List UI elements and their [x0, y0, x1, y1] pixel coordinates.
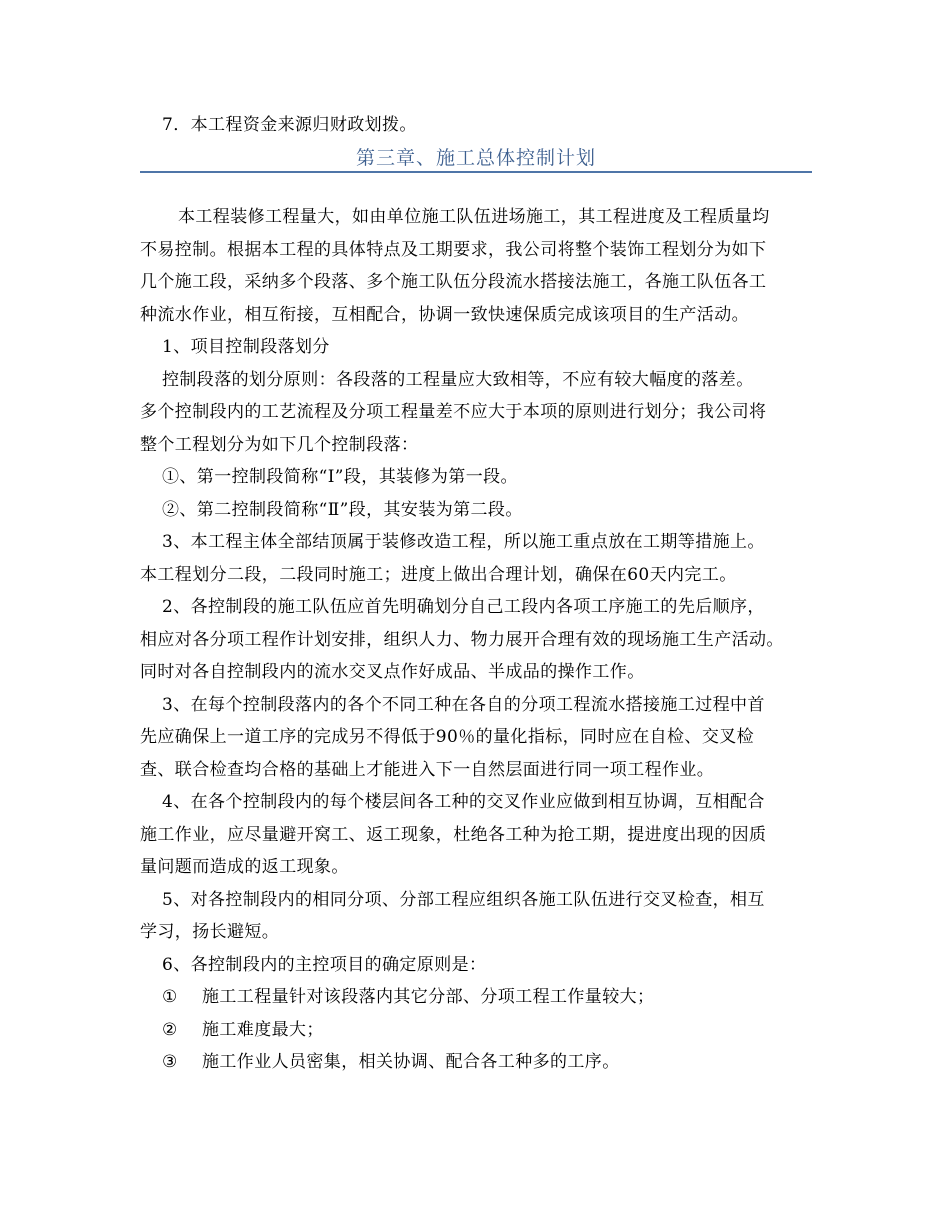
point-3-line: 3、本工程主体全部结顶属于装修改造工程，所以施工重点放在工期等措施上。 — [162, 532, 765, 552]
point-2-line: 同时对各自控制段内的流水交叉点作好成品、半成品的操作工作。 — [140, 662, 645, 682]
point-5-line: 学习，扬长避短。 — [140, 922, 280, 942]
criteria-marker: ① — [162, 987, 178, 1007]
chapter-title: 第三章、施工总体控制计划 — [355, 147, 596, 169]
criteria-text: 施工工程量针对该段落内其它分部、分项工程工作量较大； — [202, 987, 655, 1007]
point-4-line: 量问题而造成的返工现象。 — [140, 857, 349, 877]
criteria-item — [162, 987, 834, 1007]
criteria-text: 施工作业人员密集，相关协调、配合各工种多的工序。 — [202, 1052, 620, 1072]
principle-line: 整个工程划分为如下几个控制段落： — [140, 435, 419, 455]
point-3-line: 先应确保上一道工序的完成另不得低于90％的量化指标，同时应在自检、交叉检 — [140, 727, 755, 747]
criteria-item — [162, 1052, 834, 1072]
point-2-line: 相应对各分项工程作计划安排，组织人力、物力展开合理有效的现场施工生产活动。 — [140, 630, 784, 650]
point-3-line: 本工程划分二段，二段同时施工；进度上做出合理计划，确保在60天内完工。 — [140, 565, 737, 585]
point-3-line: 3、在每个控制段落内的各个不同工种在各自的分项工程流水搭接施工过程中首 — [162, 695, 765, 715]
point-5-line: 5、对各控制段内的相同分项、分部工程应组织各施工队伍进行交叉检查，相互 — [162, 890, 765, 910]
criteria-item — [162, 1020, 834, 1040]
point-2-line: 2、各控制段的施工队伍应首先明确划分自己工段内各项工序施工的先后顺序， — [162, 597, 765, 617]
criteria-marker: ② — [162, 1020, 178, 1040]
criteria-marker: ③ — [162, 1052, 178, 1072]
principle-line: 控制段落的划分原则：各段落的工程量应大致相等，不应有较大幅度的落差。 — [162, 370, 754, 390]
criteria-text: 施工难度最大； — [202, 1020, 324, 1040]
item-7: 7．本工程资金来源归财政划拨。 — [162, 115, 417, 135]
intro-line: 几个施工段，采纳多个段落、多个施工队伍分段流水搭接法施工，各施工队伍各工 — [140, 272, 767, 292]
point-3-line: 查、联合检查均合格的基础上才能进入下一自然层面进行同一项工程作业。 — [140, 760, 715, 780]
point-4-line: 施工作业，应尽量避开窝工、返工现象，杜绝各工种为抢工期，提进度出现的因质 — [140, 825, 767, 845]
segment-2: ②、第二控制段简称“Ⅱ”段，其安装为第二段。 — [162, 500, 523, 520]
intro-line: 不易控制。根据本工程的具体特点及工期要求，我公司将整个装饰工程划分为如下 — [140, 240, 767, 260]
intro-line: 本工程装修工程量大，如由单位施工队伍进场施工，其工程进度及工程质量均 — [178, 207, 770, 227]
point-4-line: 4、在各个控制段内的每个楼层间各工种的交叉作业应做到相互协调，互相配合 — [162, 792, 765, 812]
chapter-title-underline — [140, 171, 812, 173]
point-6-title: 6、各控制段内的主控项目的确定原则是： — [162, 955, 487, 975]
segment-1: ①、第一控制段简称“Ⅰ”段，其装修为第一段。 — [162, 467, 518, 487]
principle-line: 多个控制段内的工艺流程及分项工程量差不应大于本项的原则进行划分；我公司将 — [140, 402, 767, 422]
section-1-title: 1、项目控制段落划分 — [162, 337, 330, 357]
intro-line: 种流水作业，相互衔接，互相配合，协调一致快速保质完成该项目的生产活动。 — [140, 305, 749, 325]
